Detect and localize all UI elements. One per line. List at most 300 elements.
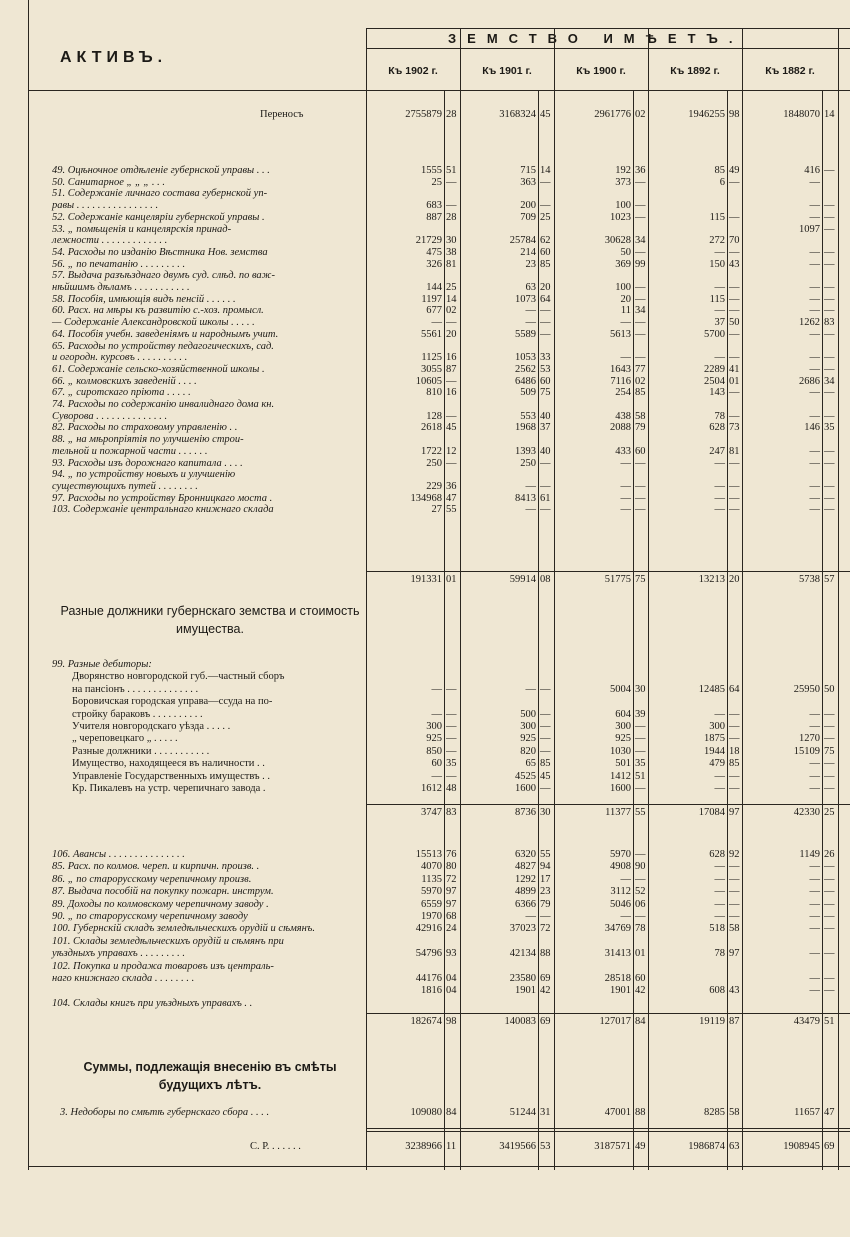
row-label: „ череповецкаго „ . . . . . bbox=[72, 733, 178, 745]
row-kopecks: 40 bbox=[540, 410, 551, 422]
row-kopecks: 55 bbox=[446, 504, 457, 516]
row-label: 57. Выдача разъѣзднаго двумъ суд. слѣд. по важ- bbox=[52, 270, 275, 282]
row2-kopecks: 45 bbox=[540, 770, 551, 782]
row3-kopecks: 76 bbox=[446, 849, 457, 860]
row-label: равы . . . . . . . . . . . . . . . . bbox=[52, 200, 159, 212]
row-kopecks: 38 bbox=[446, 246, 457, 258]
grand-total-rubles: 3187571 bbox=[594, 1141, 631, 1152]
kopeck-divider bbox=[633, 90, 634, 1170]
row3-rubles: 1901 bbox=[515, 985, 536, 997]
row2-kopecks: — bbox=[635, 783, 646, 794]
row-kopecks: — bbox=[729, 480, 740, 492]
row-kopecks: — bbox=[824, 223, 835, 235]
row3-kopecks: 97 bbox=[446, 886, 457, 898]
row-kopecks: 02 bbox=[635, 375, 646, 387]
row2-kopecks: 75 bbox=[824, 745, 835, 757]
row-rubles: — bbox=[809, 305, 820, 317]
kopeck-divider bbox=[727, 90, 728, 1170]
perenos-rubles: 1848070 bbox=[783, 109, 820, 120]
row2-rubles: 1030 bbox=[610, 745, 631, 757]
row-label: 85. Расх. по колмов. череп. и кирпичн. произв. . bbox=[52, 861, 260, 873]
row-rubles: 2618 bbox=[421, 422, 442, 434]
row-rubles: — bbox=[620, 457, 631, 469]
row-kopecks: 20 bbox=[446, 328, 457, 340]
row4-rubles: 11657 bbox=[794, 1107, 820, 1118]
total1-kopecks: 75 bbox=[635, 574, 646, 585]
total3-kopecks: 84 bbox=[635, 1016, 646, 1027]
row-label: 67. „ сиротскаго пріюта . . . . . bbox=[52, 387, 191, 399]
row2-rubles: 850 bbox=[426, 745, 442, 757]
row-rubles: 2562 bbox=[515, 363, 536, 375]
row-label: 106. Авансы . . . . . . . . . . . . . . . bbox=[52, 849, 185, 860]
row-rubles: 146 bbox=[804, 422, 820, 434]
row3-kopecks: — bbox=[729, 911, 740, 922]
row-kopecks: 81 bbox=[729, 445, 740, 457]
row-kopecks: — bbox=[635, 246, 646, 258]
row3-rubles: 5970 bbox=[610, 849, 631, 860]
total1-rubles: 5738 bbox=[799, 574, 820, 585]
row-kopecks: — bbox=[540, 504, 551, 516]
row3-rubles: — bbox=[809, 973, 820, 984]
row3-kopecks: 94 bbox=[540, 861, 551, 873]
row-rubles: — bbox=[809, 246, 820, 258]
row-label: 90. „ по старорусскому черепичному заводу bbox=[52, 911, 248, 922]
row-rubles: 509 bbox=[520, 387, 536, 399]
row-rubles: — bbox=[809, 457, 820, 469]
row3-kopecks: — bbox=[635, 911, 646, 922]
row-rubles: — bbox=[714, 480, 725, 492]
row-rubles: — bbox=[620, 352, 631, 364]
total3-rubles: 19119 bbox=[699, 1016, 725, 1027]
row-kopecks: — bbox=[540, 317, 551, 329]
row-kopecks: 25 bbox=[540, 211, 551, 223]
row-label: и огородн. курсовъ . . . . . . . . . . bbox=[52, 352, 188, 364]
row2-rubles: 1412 bbox=[610, 770, 631, 782]
row2-kopecks: — bbox=[635, 721, 646, 732]
row-kopecks: 40 bbox=[540, 445, 551, 457]
row-label: уѣздныхъ управахъ . . . . . . . . . bbox=[52, 948, 185, 960]
row-kopecks: 35 bbox=[824, 422, 835, 434]
row-rubles: 25784 bbox=[509, 235, 536, 247]
row-kopecks: 41 bbox=[729, 363, 740, 375]
row-label: Разные должники . . . . . . . . . . . bbox=[72, 745, 210, 757]
row-rubles: — bbox=[714, 457, 725, 469]
row-kopecks: 87 bbox=[446, 363, 457, 375]
row3-kopecks: 06 bbox=[635, 898, 646, 910]
row-rubles: — bbox=[431, 317, 442, 329]
row-label: Боровичская городская управа—ссуда на по- bbox=[72, 696, 273, 708]
row2-kopecks: — bbox=[446, 708, 457, 720]
grand-total-kopecks: 69 bbox=[824, 1141, 835, 1152]
row2-kopecks: — bbox=[540, 783, 551, 794]
year-column-border bbox=[648, 28, 649, 1170]
row3-rubles: 34769 bbox=[604, 923, 631, 935]
total3-rubles: 140083 bbox=[504, 1016, 536, 1027]
row2-kopecks: — bbox=[540, 745, 551, 757]
row-kopecks: — bbox=[729, 328, 740, 340]
row3-kopecks: 04 bbox=[446, 973, 457, 984]
row-rubles: 7116 bbox=[610, 375, 631, 387]
row-rubles: 6486 bbox=[515, 375, 536, 387]
row-rubles: 21729 bbox=[415, 235, 442, 247]
row3-rubles: 1292 bbox=[515, 873, 536, 885]
row2-kopecks: — bbox=[446, 733, 457, 745]
grand-total-rule-2 bbox=[366, 1131, 850, 1132]
row-rubles: 144 bbox=[426, 282, 442, 293]
row4-kopecks: 47 bbox=[824, 1107, 835, 1118]
row2-rubles: 1600 bbox=[515, 783, 536, 794]
row-rubles: — bbox=[809, 445, 820, 457]
row3-kopecks: — bbox=[729, 886, 740, 898]
row-rubles: 1023 bbox=[610, 211, 631, 223]
row-label: 100. Губернскій складъ земледѣльческихъ орудій и сѣмянъ. bbox=[52, 923, 315, 935]
row-kopecks: — bbox=[824, 282, 835, 293]
row2-kopecks: — bbox=[824, 708, 835, 720]
grand-total-rubles: 1986874 bbox=[688, 1141, 725, 1152]
row-rubles: 214 bbox=[520, 246, 536, 258]
total2-kopecks: 25 bbox=[824, 807, 835, 818]
row-rubles: 100 bbox=[615, 200, 631, 212]
row2-kopecks: — bbox=[729, 721, 740, 732]
row2-rubles: 1270 bbox=[799, 733, 820, 745]
total1-rubles: 59914 bbox=[509, 574, 536, 585]
row3-kopecks: — bbox=[824, 898, 835, 910]
row-label: 87. Выдача пособій на покупку пожарн. инструм. bbox=[52, 886, 274, 898]
row-rubles: 11 bbox=[620, 305, 631, 317]
row2-kopecks: — bbox=[540, 708, 551, 720]
row3-rubles: — bbox=[809, 873, 820, 885]
row3-rubles: 4070 bbox=[421, 861, 442, 873]
row3-kopecks: 68 bbox=[446, 911, 457, 922]
grand-total-kopecks: 49 bbox=[635, 1141, 646, 1152]
row3-rubles: — bbox=[714, 898, 725, 910]
row-kopecks: 60 bbox=[540, 246, 551, 258]
row-rubles: 326 bbox=[426, 258, 442, 270]
row-rubles: 50 bbox=[620, 246, 631, 258]
row-rubles: — bbox=[809, 410, 820, 422]
row-kopecks: 20 bbox=[540, 282, 551, 293]
row-label: 99. Разные дебиторы: bbox=[52, 659, 152, 670]
grand-total-rubles: 3238966 bbox=[405, 1141, 442, 1152]
row2-kopecks: — bbox=[540, 733, 551, 745]
perenos-kopecks: 45 bbox=[540, 109, 551, 120]
row3-kopecks: 42 bbox=[540, 985, 551, 997]
row-rubles: 10605 bbox=[415, 375, 442, 387]
row-label: 104. Склады книгъ при уѣздныхъ управахъ . . bbox=[52, 997, 253, 1009]
row-label: наго книжнаго склада . . . . . . . . bbox=[52, 973, 195, 984]
row-rubles: — bbox=[714, 352, 725, 364]
row3-rubles: 4827 bbox=[515, 861, 536, 873]
row3-rubles: 31413 bbox=[604, 948, 631, 960]
row-rubles: 1968 bbox=[515, 422, 536, 434]
row-kopecks: — bbox=[729, 410, 740, 422]
row-kopecks: — bbox=[824, 258, 835, 270]
row3-kopecks: 01 bbox=[635, 948, 646, 960]
row2-rubles: 604 bbox=[615, 708, 631, 720]
row-kopecks: — bbox=[446, 176, 457, 188]
header-sub-rule bbox=[366, 48, 850, 49]
row2-kopecks: — bbox=[824, 770, 835, 782]
row4-rubles: 8285 bbox=[704, 1107, 725, 1118]
row-kopecks: 85 bbox=[635, 387, 646, 399]
row3-rubles: 78 bbox=[714, 948, 725, 960]
row3-rubles: — bbox=[714, 873, 725, 885]
row-kopecks: — bbox=[824, 200, 835, 212]
header-bottom-rule bbox=[28, 90, 850, 91]
row-kopecks: — bbox=[824, 445, 835, 457]
row-kopecks: 58 bbox=[635, 410, 646, 422]
row-label: 93. Расходы изъ дорожнаго капитала . . . . bbox=[52, 457, 243, 469]
row2-rubles: 820 bbox=[520, 745, 536, 757]
row-rubles: 438 bbox=[615, 410, 631, 422]
row-label: 94. „ по устройству новыхъ и улучшенію bbox=[52, 469, 236, 481]
row3-rubles: 3112 bbox=[610, 886, 631, 898]
row2-kopecks: 64 bbox=[729, 683, 740, 695]
row-kopecks: — bbox=[540, 457, 551, 469]
row3-kopecks: — bbox=[729, 873, 740, 885]
row4-kopecks: 58 bbox=[729, 1107, 740, 1118]
row-kopecks: 34 bbox=[824, 375, 835, 387]
row2-rubles: 1612 bbox=[421, 783, 442, 794]
row-kopecks: — bbox=[824, 492, 835, 504]
row-kopecks: — bbox=[824, 328, 835, 340]
grand-total-kopecks: 53 bbox=[540, 1141, 551, 1152]
row3-kopecks: 60 bbox=[635, 973, 646, 984]
row-label: Кр. Пикалевъ на устр. черепичнаго завода . bbox=[72, 783, 266, 794]
row2-rubles: 12485 bbox=[698, 683, 725, 695]
row-label: лежности . . . . . . . . . . . . . bbox=[52, 235, 168, 247]
row-kopecks: 16 bbox=[446, 352, 457, 364]
row-kopecks: 34 bbox=[635, 305, 646, 317]
row-rubles: 373 bbox=[615, 176, 631, 188]
row-kopecks: — bbox=[824, 457, 835, 469]
row-rubles: 5700 bbox=[704, 328, 725, 340]
row2-kopecks: — bbox=[729, 733, 740, 745]
row-rubles: 1262 bbox=[799, 317, 820, 329]
row-rubles: — bbox=[525, 305, 536, 317]
row2-rubles: 60 bbox=[431, 758, 442, 770]
row3-rubles: 6559 bbox=[421, 898, 442, 910]
row-kopecks: — bbox=[729, 211, 740, 223]
row-rubles: 810 bbox=[426, 387, 442, 399]
row2-rubles: 925 bbox=[426, 733, 442, 745]
row-kopecks: — bbox=[824, 165, 835, 176]
row-kopecks: — bbox=[540, 328, 551, 340]
row3-rubles: 23580 bbox=[509, 973, 536, 984]
perenos-rubles: 1946255 bbox=[688, 109, 725, 120]
total2-kopecks: 83 bbox=[446, 807, 457, 818]
row-rubles: 2088 bbox=[610, 422, 631, 434]
row3-kopecks: 43 bbox=[729, 985, 740, 997]
row3-kopecks: 69 bbox=[540, 973, 551, 984]
row3-kopecks: 24 bbox=[446, 923, 457, 935]
row-rubles: — bbox=[620, 317, 631, 329]
row2-kopecks: — bbox=[446, 745, 457, 757]
row-kopecks: — bbox=[635, 328, 646, 340]
grand-total-rubles: 1908945 bbox=[783, 1141, 820, 1152]
row2-rubles: 300 bbox=[709, 721, 725, 732]
row3-rubles: 6320 bbox=[515, 849, 536, 860]
total1-rubles: 13213 bbox=[698, 574, 725, 585]
row3-kopecks: — bbox=[824, 911, 835, 922]
row-kopecks: 12 bbox=[446, 445, 457, 457]
total2-rubles: 11377 bbox=[605, 807, 631, 818]
row-rubles: 250 bbox=[520, 457, 536, 469]
total3-rubles: 43479 bbox=[793, 1016, 820, 1027]
row-kopecks: 14 bbox=[540, 165, 551, 176]
row-rubles: 1197 bbox=[421, 293, 442, 305]
row-kopecks: — bbox=[824, 480, 835, 492]
row-rubles: — bbox=[809, 328, 820, 340]
row3-rubles: — bbox=[620, 873, 631, 885]
row2-rubles: 479 bbox=[709, 758, 725, 770]
row2-rubles: 300 bbox=[520, 721, 536, 732]
subtotal-rule bbox=[366, 804, 850, 805]
row3-kopecks: 92 bbox=[729, 849, 740, 860]
row3-rubles: 28518 bbox=[604, 973, 631, 984]
row-kopecks: — bbox=[729, 387, 740, 399]
grand-total-kopecks: 11 bbox=[446, 1141, 457, 1152]
row-label: 65. Расходы по устройству педагогическихъ, сад. bbox=[52, 340, 274, 352]
row-label: 60. Расх. на мѣры къ развитію с.-хоз. промысл. bbox=[52, 305, 264, 317]
row2-rubles: 25950 bbox=[793, 683, 820, 695]
row-kopecks: — bbox=[635, 352, 646, 364]
row3-rubles: — bbox=[620, 911, 631, 922]
row-rubles: — bbox=[525, 317, 536, 329]
row2-rubles: 15109 bbox=[793, 745, 820, 757]
row-rubles: 3055 bbox=[421, 363, 442, 375]
row3-kopecks: 93 bbox=[446, 948, 457, 960]
total2-kopecks: 97 bbox=[729, 807, 740, 818]
row3-kopecks: — bbox=[824, 873, 835, 885]
row-label: 97. Расходы по устройству Бронницкаго моста . bbox=[52, 492, 273, 504]
row3-rubles: 44176 bbox=[415, 973, 442, 984]
row3-rubles: 518 bbox=[709, 923, 725, 935]
total1-rubles: 51775 bbox=[604, 574, 631, 585]
row-rubles: — bbox=[809, 200, 820, 212]
row-rubles: 2504 bbox=[704, 375, 725, 387]
perenos-rubles: 2961776 bbox=[594, 109, 631, 120]
row2-kopecks: — bbox=[729, 770, 740, 782]
row3-rubles: 37023 bbox=[509, 923, 536, 935]
row3-kopecks: 17 bbox=[540, 873, 551, 885]
row2-rubles: — bbox=[809, 783, 820, 794]
row-kopecks: — bbox=[540, 305, 551, 317]
row3-rubles: 15513 bbox=[415, 849, 442, 860]
row-rubles: 715 bbox=[520, 165, 536, 176]
row-rubles: — bbox=[809, 258, 820, 270]
grand-total-rule bbox=[366, 1128, 850, 1129]
row2-rubles: — bbox=[431, 708, 442, 720]
row-kopecks: — bbox=[729, 504, 740, 516]
row-kopecks: — bbox=[446, 457, 457, 469]
row-label: 101. Склады земледѣльческихъ орудій и сѣмянъ при bbox=[52, 935, 284, 947]
row-kopecks: 49 bbox=[729, 165, 740, 176]
row2-rubles: 5004 bbox=[610, 683, 631, 695]
row2-kopecks: 51 bbox=[635, 770, 646, 782]
row-rubles: 247 bbox=[709, 445, 725, 457]
row-rubles: 553 bbox=[520, 410, 536, 422]
row-rubles: — bbox=[809, 363, 820, 375]
row3-kopecks: — bbox=[824, 973, 835, 984]
row3-rubles: — bbox=[714, 886, 725, 898]
row3-kopecks: — bbox=[824, 948, 835, 960]
row-rubles: 1053 bbox=[515, 352, 536, 364]
row-rubles: 5589 bbox=[515, 328, 536, 340]
row3-kopecks: 79 bbox=[540, 898, 551, 910]
row3-kopecks: — bbox=[635, 849, 646, 860]
row-kopecks: — bbox=[635, 211, 646, 223]
row-kopecks: — bbox=[635, 200, 646, 212]
row-rubles: — bbox=[809, 352, 820, 364]
row-rubles: 1722 bbox=[421, 445, 442, 457]
row-kopecks: 02 bbox=[446, 305, 457, 317]
row-rubles: 63 bbox=[525, 282, 536, 293]
kopeck-divider bbox=[822, 90, 823, 1170]
row-kopecks: — bbox=[729, 352, 740, 364]
row2-rubles: 1600 bbox=[610, 783, 631, 794]
row-kopecks: 36 bbox=[446, 480, 457, 492]
row-rubles: 628 bbox=[709, 422, 725, 434]
row-kopecks: — bbox=[729, 282, 740, 293]
row3-kopecks: — bbox=[635, 873, 646, 885]
row-kopecks: 37 bbox=[540, 422, 551, 434]
row2-rubles: — bbox=[431, 683, 442, 695]
row-label: 51. Содержаніе личнаго состава губернской уп- bbox=[52, 188, 268, 200]
row-rubles: — bbox=[620, 480, 631, 492]
row-label: 49. Оцѣночное отдѣленіе губернской управы . . . bbox=[52, 165, 270, 176]
row-kopecks: — bbox=[824, 387, 835, 399]
row-rubles: — bbox=[620, 492, 631, 504]
row-kopecks: 62 bbox=[540, 235, 551, 247]
row-rubles: 20 bbox=[620, 293, 631, 305]
row3-kopecks: 72 bbox=[446, 873, 457, 885]
row-kopecks: 34 bbox=[635, 235, 646, 247]
row3-kopecks: 42 bbox=[635, 985, 646, 997]
row4-rubles: 51244 bbox=[509, 1107, 536, 1118]
row-label: нѣйшимъ дѣламъ . . . . . . . . . . . bbox=[52, 282, 190, 293]
row-kopecks: — bbox=[824, 352, 835, 364]
row-kopecks: 51 bbox=[446, 165, 457, 176]
row-kopecks: 70 bbox=[729, 235, 740, 247]
row-rubles: 192 bbox=[615, 165, 631, 176]
row-rubles: 250 bbox=[426, 457, 442, 469]
row-kopecks: 83 bbox=[824, 317, 835, 329]
row2-kopecks: 85 bbox=[540, 758, 551, 770]
row-rubles: — bbox=[809, 480, 820, 492]
row-rubles: 475 bbox=[426, 246, 442, 258]
row-label: 53. „ помѣщенія и канцелярскія принад- bbox=[52, 223, 232, 235]
row3-rubles: 5970 bbox=[421, 886, 442, 898]
row-rubles: — bbox=[525, 480, 536, 492]
row3-kopecks: 78 bbox=[635, 923, 646, 935]
total3-kopecks: 98 bbox=[446, 1016, 457, 1027]
section4-title: Суммы, подлежащія внесенію въ смѣты будущихъ лѣтъ. bbox=[83, 1060, 337, 1093]
row-label: Управленіе Государственныхъ имуществъ . . bbox=[72, 770, 271, 782]
row2-rubles: — bbox=[714, 770, 725, 782]
row2-kopecks: 39 bbox=[635, 708, 646, 720]
row-kopecks: — bbox=[446, 375, 457, 387]
row-rubles: — bbox=[809, 211, 820, 223]
row-rubles: 30628 bbox=[604, 235, 631, 247]
row2-kopecks: 48 bbox=[446, 783, 457, 794]
row-rubles: — bbox=[809, 504, 820, 516]
year-header: Къ 1882 г. bbox=[765, 65, 815, 77]
row2-kopecks: 50 bbox=[824, 683, 835, 695]
row-label: 3. Недоборы по смѣтѣ губернскаго сбора . . . . bbox=[60, 1107, 270, 1118]
row-label: 64. Пособія учебн. заведеніямъ и народнымъ учит. bbox=[52, 328, 279, 340]
row-rubles: 272 bbox=[709, 235, 725, 247]
